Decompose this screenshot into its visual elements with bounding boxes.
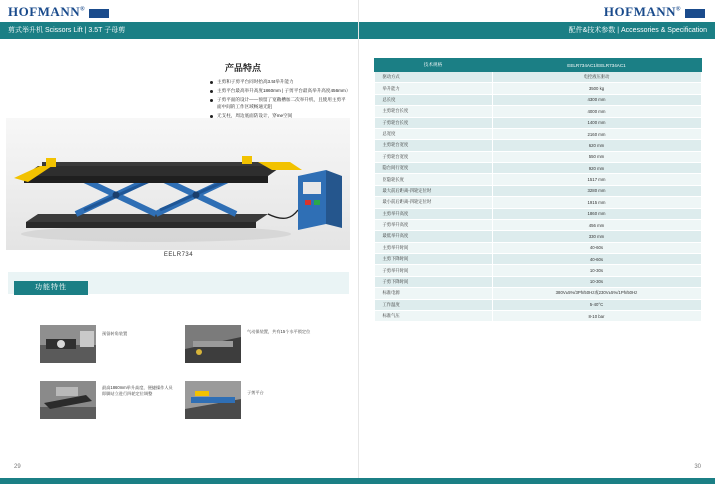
table-row bbox=[374, 163, 701, 174]
header-left-title: 剪式举升机 Scissors Lift | 3.5T 子母剪 bbox=[8, 27, 126, 34]
cell-value: 1517 mm bbox=[492, 174, 701, 185]
table-row bbox=[374, 208, 701, 219]
brand-tm: ® bbox=[80, 6, 86, 13]
function-features-badge: 功能特性 bbox=[14, 281, 88, 295]
cell-value: 10-30s bbox=[492, 276, 701, 287]
cell-label: 标准电源 bbox=[374, 288, 492, 299]
table-row bbox=[374, 254, 701, 265]
cell-value: 456 mm bbox=[492, 219, 701, 230]
cell-label: 主剪下降时间 bbox=[374, 254, 492, 265]
page-number-right: 30 bbox=[694, 464, 701, 470]
cell-label: 工作温度 bbox=[374, 299, 492, 310]
cell-value: 380V±5%/3Ph/50Hz或230V±5%/1Ph/50Hz bbox=[492, 288, 701, 299]
thumbnail-3 bbox=[40, 381, 96, 419]
brand-mark-icon bbox=[89, 9, 109, 18]
table-row bbox=[374, 231, 701, 242]
table-row bbox=[374, 174, 701, 185]
thumbnail-2 bbox=[185, 325, 241, 363]
cell-value: 3280 mm bbox=[492, 185, 701, 196]
right-brand-bar bbox=[359, 0, 715, 22]
cell-label: 子剪举升时间 bbox=[374, 265, 492, 276]
cell-value: 电控液压驱动 bbox=[492, 72, 701, 83]
pneumatic-lock-photo bbox=[185, 325, 241, 363]
table-row bbox=[374, 117, 701, 128]
cell-label: 主剪举升时间 bbox=[374, 242, 492, 253]
cell-label: 子剪下降时间 bbox=[374, 276, 492, 287]
cell-value: 8-10 bar bbox=[492, 310, 701, 321]
cell-label: 子剪轮台长度 bbox=[374, 117, 492, 128]
thumbnail-2-caption: 气动保装置，共有15个水平锁定位 bbox=[247, 329, 311, 334]
cell-value: 2160 mm bbox=[492, 128, 701, 139]
cell-label: 总长度 bbox=[374, 94, 492, 105]
brand-name-right: HOFMANN bbox=[603, 4, 677, 19]
table-row bbox=[374, 83, 701, 94]
column-header-spec: 技术规格 bbox=[374, 59, 492, 72]
table-row bbox=[374, 140, 701, 151]
sub-platform-photo bbox=[185, 381, 241, 419]
cell-label: 举升能力 bbox=[374, 83, 492, 94]
cell-label: 子剪轮台宽度 bbox=[374, 151, 492, 162]
table-row bbox=[374, 106, 701, 117]
list-item: 无支柱，周边底面防设计，穿me空间 bbox=[210, 112, 350, 119]
cell-value: 3500 kg bbox=[492, 83, 701, 94]
scissor-lift-illustration bbox=[6, 118, 350, 250]
product-photo bbox=[6, 118, 350, 250]
cell-label: 驱动方式 bbox=[374, 72, 492, 83]
specification-table bbox=[374, 58, 702, 322]
cell-label: 子剪举升高度 bbox=[374, 219, 492, 230]
cell-value: 920 mm bbox=[492, 163, 701, 174]
cell-label: 主剪轮台宽度 bbox=[374, 140, 492, 151]
table-row bbox=[374, 151, 701, 162]
thumbnail-4-caption: 子剪平台 bbox=[247, 390, 264, 395]
cell-value: 550 mm bbox=[492, 151, 701, 162]
cell-label: 最低举升高度 bbox=[374, 231, 492, 242]
brand-tm-right: ® bbox=[676, 6, 681, 13]
photo-caption: EELR734 bbox=[163, 252, 194, 258]
table-row bbox=[374, 128, 701, 139]
features-heading: 产品特点 bbox=[225, 63, 262, 73]
cell-label: 最小前后距离-四轮定位时 bbox=[374, 197, 492, 208]
table-row bbox=[374, 299, 701, 310]
table-row bbox=[374, 185, 701, 196]
lift-height-photo bbox=[40, 381, 96, 419]
cell-label: 主剪举升高度 bbox=[374, 208, 492, 219]
left-header-strip bbox=[0, 22, 358, 39]
turnplate-photo bbox=[40, 325, 96, 363]
table-header-row bbox=[374, 59, 701, 72]
table-row bbox=[374, 94, 701, 105]
table-row bbox=[374, 197, 701, 208]
table-body bbox=[374, 72, 701, 322]
page-number-left: 29 bbox=[14, 464, 21, 470]
thumbnail-4 bbox=[185, 381, 241, 419]
thumbnail-1-caption: 预留转角装置 bbox=[102, 331, 128, 336]
table-row bbox=[374, 265, 701, 276]
table-row bbox=[374, 310, 701, 321]
table-row bbox=[374, 276, 701, 287]
thumbnail-3-caption: 最高1860mm举升高度，便捷操作人员即脚站立进行四轮定位调整 bbox=[102, 385, 173, 397]
cell-label: 最大前后距离-四轮定位时 bbox=[374, 185, 492, 196]
cell-label: 隐台间行宽度 bbox=[374, 163, 492, 174]
cell-label: 主剪轮台长度 bbox=[374, 106, 492, 117]
thumbnail-1 bbox=[40, 325, 96, 363]
list-item: 主剪平台最高举升高度1860mm | 子剪平台最高举升高度456mm） bbox=[210, 87, 350, 94]
list-item: 主剪和子剪平台同时抬高3.5t举升能力 bbox=[210, 78, 350, 85]
cell-value: 1915 mm bbox=[492, 197, 701, 208]
cell-label: 总宽度 bbox=[374, 128, 492, 139]
table-row bbox=[374, 242, 701, 253]
right-page bbox=[358, 0, 715, 484]
cell-value: 5-40°C bbox=[492, 299, 701, 310]
header-right-title: 配件&技术参数 | Accessories & Specification bbox=[568, 27, 707, 34]
brand-logo bbox=[8, 4, 109, 20]
table-row bbox=[374, 219, 701, 230]
cell-value: 4000 mm bbox=[492, 106, 701, 117]
left-brand-bar bbox=[0, 0, 358, 22]
footer-strip bbox=[0, 478, 715, 484]
cell-value: 4300 mm bbox=[492, 94, 701, 105]
cell-value: 40-60s bbox=[492, 254, 701, 265]
cell-value: 330 mm bbox=[492, 231, 701, 242]
brand-mark-icon-right bbox=[685, 9, 705, 18]
cell-value: 620 mm bbox=[492, 140, 701, 151]
cell-value: 1860 mm bbox=[492, 208, 701, 219]
cell-value: 1400 mm bbox=[492, 117, 701, 128]
cell-label: 臣隐轮长度 bbox=[374, 174, 492, 185]
cell-value: 40-60s bbox=[492, 242, 701, 253]
cell-label: 标准气压 bbox=[374, 310, 492, 321]
brand-name: HOFMANN bbox=[8, 4, 81, 19]
column-header-model: EELR734AC1/EELR734AC1 bbox=[492, 59, 701, 72]
cell-value: 10-30s bbox=[492, 265, 701, 276]
table-row bbox=[374, 72, 701, 83]
table-row bbox=[374, 288, 701, 299]
list-item: 子剪平面的设计——预留了宽敞槽加二次举升机，且使用主剪平面中间的工作区域畅通无阻 bbox=[210, 96, 350, 110]
brand-logo-right bbox=[604, 4, 705, 20]
right-header-strip bbox=[359, 22, 715, 39]
